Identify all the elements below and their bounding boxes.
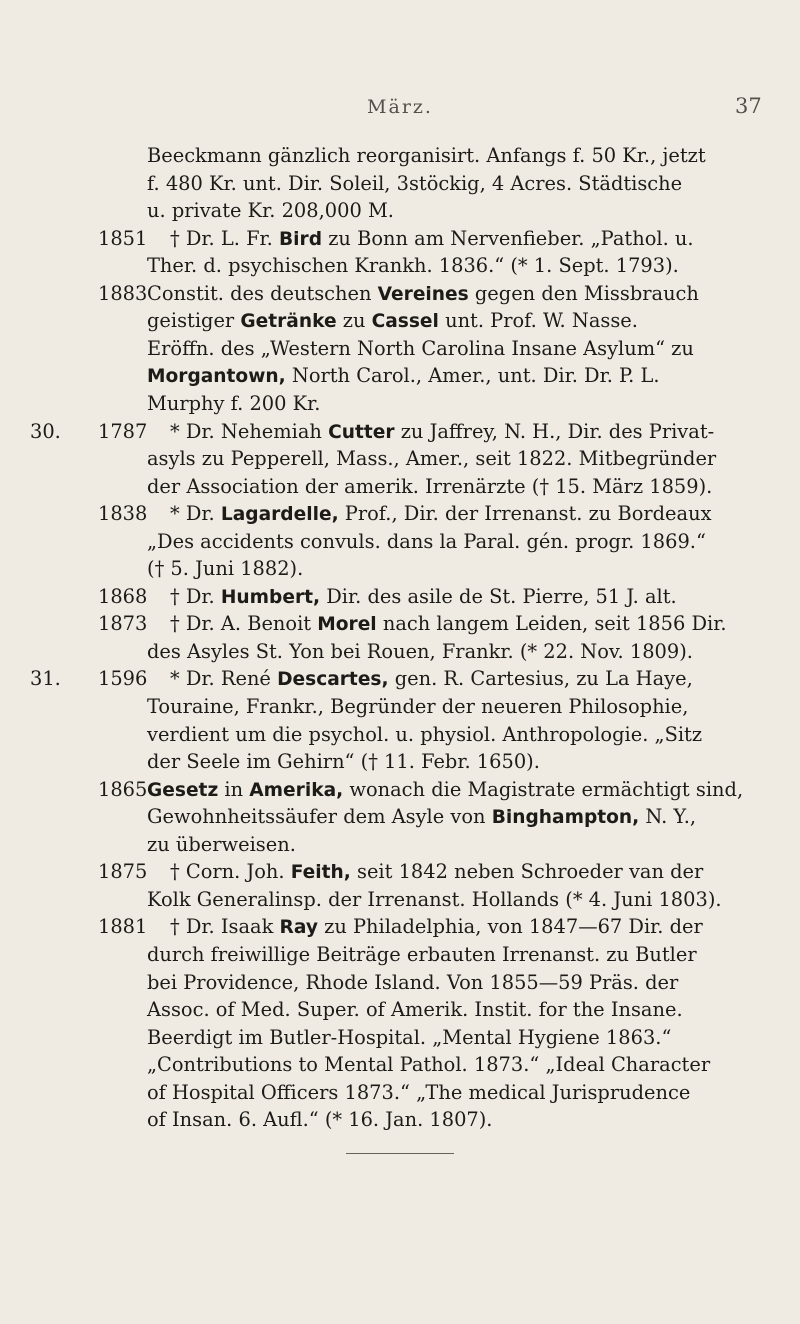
bold-name: Morel [317,614,377,636]
entry-year: 1881 [98,915,148,939]
line-text [147,1025,671,1051]
text-run: durch freiwillige Beiträge erbauten Irrenanst. zu Butler [147,942,697,966]
text-run: asyls zu Pepperell, Mass., Amer., seit 1822. Mitbegründer [147,447,717,471]
text-run: bei Providence, Rhode Island. Von 1855—59 Präs. der [147,970,679,994]
bold-name: Humbert, [220,586,321,608]
text-run: Dir. des asile de St. Pierre, 51 J. alt. [320,584,677,608]
line-text [147,639,693,665]
line-text [147,694,688,720]
text-run: in [218,777,250,801]
text-run: „Des accidents convuls. dans la Paral. gén. progr. 1869.“ [147,529,706,553]
line-text [147,1107,492,1133]
text-run: † Dr. [170,584,221,608]
text-run: † Dr. Isaak [170,915,280,939]
text-run: gen. R. Cartesius, zu La Haye, [388,667,693,691]
text-run: f. 480 Kr. unt. Dir. Soleil, 3stöckig, 4 Acres. Städtische [147,171,683,195]
line-text [147,171,682,197]
text-run: * Dr. Nehemiah [170,419,329,443]
text-run: Murphy f. 200 Kr. [147,391,321,415]
text-run: unt. Prof. W. Nasse. [438,309,638,333]
text-run: gegen den Missbrauch [468,281,699,305]
text-run: seit 1842 neben Schroeder van der [350,860,704,884]
line-text [147,336,694,362]
bold-name: Descartes, [277,669,389,691]
line-text [147,363,660,390]
line-text [147,777,743,804]
entry-year: 1851 [98,226,148,250]
text-run: verdient um die psychol. u. physiol. Anthropologie. „Sitz [147,722,703,746]
line-text [147,970,678,996]
text-run: zu [336,309,372,333]
line-text [147,143,706,169]
text-run: nach langem Leiden, seit 1856 Dir. [376,612,727,636]
bold-name: Amerika, [249,779,344,801]
text-run: zu überweisen. [147,832,296,856]
text-run: u. private Kr. 208,000 M. [147,199,394,223]
line-text [170,914,703,941]
entry-year: 1596 [98,667,148,691]
entry-year: 1838 [98,502,148,526]
end-rule [346,1153,454,1154]
line-text [170,419,714,446]
text-run: zu Philadelphia, von 1847—67 Dir. der [317,915,703,939]
bold-name: Cutter [328,421,395,443]
entry-year: 1865 [98,777,148,801]
running-header-month: März. [367,96,433,118]
line-text [170,611,727,638]
line-text [147,1052,710,1078]
text-run: Touraine, Frankr., Begründer der neueren Philosophie, [147,695,689,718]
entry-year: 1787 [98,419,148,443]
text-run: Constit. des deutschen [147,281,378,305]
text-run: of Insan. 6. Aufl.“ (* 16. Jan. 1807). [147,1108,493,1132]
bold-name: Cassel [371,311,439,333]
line-text [147,804,696,831]
bold-name: Feith, [290,862,351,884]
entry-year: 1868 [98,584,148,608]
line-text [170,859,703,886]
line-text [147,722,702,748]
text-run: des Asyles St. Yon bei Rouen, Frankr. (* 22. Nov. 1809). [147,639,693,663]
text-run: geistiger [147,309,241,333]
line-text [147,942,697,968]
line-text [147,198,394,224]
line-text [147,832,296,858]
text-run: Gewohnheitssäufer dem Asyle von [147,805,492,829]
text-run: Beerdigt im Butler-Hospital. „Mental Hygiene 1863.“ [147,1025,672,1049]
bold-name: Lagardelle, [220,504,339,526]
text-run: zu Jaffrey, N. H., Dir. des Privat- [394,419,715,443]
line-text [147,391,320,417]
line-text [147,749,540,775]
day-number: 31. [30,667,61,691]
line-text [170,584,677,611]
text-run: N. Y., [639,805,697,829]
bold-name: Morgantown, [147,366,286,388]
line-text [147,997,683,1023]
day-number: 30. [30,419,61,443]
bold-name: Gesetz [147,779,219,801]
line-text [147,556,303,582]
text-run: North Carol., Amer., unt. Dir. Dr. P. L. [285,364,660,388]
bold-name: Ray [279,917,318,939]
line-text [170,226,694,253]
page-number: 37 [735,94,762,118]
text-run: wonach die Magistrate ermächtigt sind, [343,777,744,801]
text-run: * Dr. [170,502,221,526]
text-run: † Dr. L. Fr. [170,226,279,250]
entry-year: 1883 [98,281,148,305]
text-run: der Seele im Gehirn“ († 11. Febr. 1650). [147,750,540,774]
text-run: der Association der amerik. Irrenärzte († 15. März 1859). [147,474,713,498]
text-run: Beeckmann gänzlich reorganisirt. Anfangs f. 50 Kr., jetzt [147,144,706,167]
line-text [147,253,679,279]
text-run: Kolk Generalinsp. der Irrenanst. Hollands (* 4. Juni 1803). [147,887,722,911]
text-run: Assoc. of Med. Super. of Amerik. Instit. for the Insane. [147,998,683,1022]
text-run: zu Bonn am Nervenfieber. „Pathol. u. [322,226,694,250]
text-run: Prof., Dir. der Irrenanst. zu Bordeaux [338,502,712,526]
line-text [147,446,716,472]
text-run: † Corn. Joh. [170,860,291,884]
text-run: Eröffn. des „Western North Carolina Insane Asylum“ zu [147,336,694,360]
line-text [147,1080,690,1106]
text-run: † Dr. A. Benoit [170,612,318,636]
line-text [170,666,693,693]
text-run: „Contributions to Mental Pathol. 1873.“ „Ideal Character [147,1053,711,1077]
line-text [147,308,638,335]
entry-year: 1873 [98,612,148,636]
text-run: * Dr. René [170,667,278,691]
line-text [147,887,722,913]
bold-name: Binghampton, [491,807,640,829]
text-run: Ther. d. psychischen Krankh. 1836.“ (* 1. Sept. 1793). [147,254,679,278]
bold-name: Bird [279,228,323,250]
text-run: († 5. Juni 1882). [147,557,304,581]
line-text [170,501,712,528]
entry-year: 1875 [98,860,148,884]
line-text [147,281,699,308]
text-run: of Hospital Officers 1873.“ „The medical Jurisprudence [147,1080,691,1104]
bold-name: Getränke [240,311,337,333]
line-text [147,529,706,555]
line-text [147,474,712,500]
bold-name: Vereines [377,283,469,305]
